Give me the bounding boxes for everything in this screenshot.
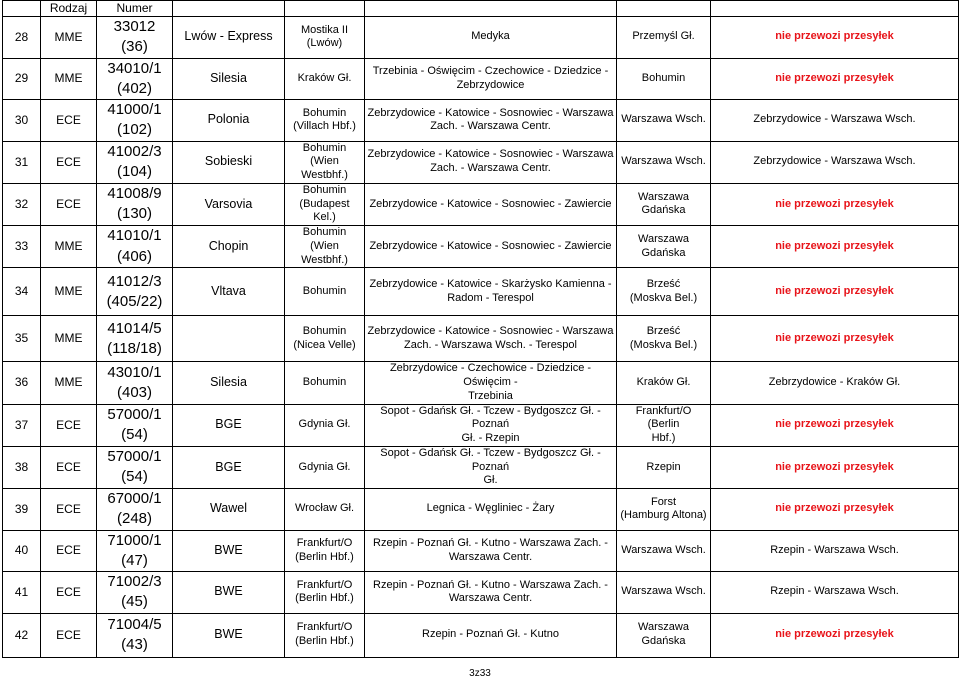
row-number: 37: [3, 404, 41, 446]
header-empty: [617, 1, 711, 17]
train-name: Sobieski: [173, 141, 285, 183]
train-category: ECE: [41, 613, 97, 657]
train-category: ECE: [41, 183, 97, 225]
destination-station: Kraków Gł.: [617, 362, 711, 404]
parcel-service: nie przewozi przesyłek: [711, 446, 959, 488]
row-number: 35: [3, 316, 41, 362]
train-category: MME: [41, 362, 97, 404]
origin-station: Mostika II (Lwów): [285, 17, 365, 59]
row-number: 30: [3, 100, 41, 142]
header-empty: [365, 1, 617, 17]
origin-station: Kraków Gł.: [285, 58, 365, 100]
header-number: Numer: [97, 1, 173, 17]
table-row: [3, 316, 959, 362]
train-category: MME: [41, 316, 97, 362]
train-name: BGE: [173, 446, 285, 488]
parcel-service: nie przewozi przesyłek: [711, 613, 959, 657]
parcel-service: nie przewozi przesyłek: [711, 404, 959, 446]
train-number: 67000/1 (248): [97, 489, 173, 531]
train-number: 41012/3 (405/22): [97, 268, 173, 316]
train-table: [2, 0, 959, 658]
train-number: 41008/9 (130): [97, 183, 173, 225]
train-name: BWE: [173, 572, 285, 614]
train-number: 57000/1 (54): [97, 404, 173, 446]
table-row: [3, 17, 959, 59]
origin-station: Wrocław Gł.: [285, 489, 365, 531]
origin-station: Bohumin (Wien Westbhf.): [285, 141, 365, 183]
destination-station: Warszawa Wsch.: [617, 530, 711, 572]
destination-station: Warszawa Wsch.: [617, 100, 711, 142]
train-number: 41010/1 (406): [97, 226, 173, 268]
train-category: MME: [41, 226, 97, 268]
train-number: 57000/1 (54): [97, 446, 173, 488]
parcel-service: nie przewozi przesyłek: [711, 183, 959, 225]
row-number: 32: [3, 183, 41, 225]
route-via: Zebrzydowice - Katowice - Sosnowiec - Warszawa Zach. - Warszawa Centr.: [365, 100, 617, 142]
train-number: 71000/1 (47): [97, 530, 173, 572]
origin-station: Bohumin (Villach Hbf.): [285, 100, 365, 142]
train-number: 34010/1 (402): [97, 58, 173, 100]
route-via: Rzepin - Poznań Gł. - Kutno: [365, 613, 617, 657]
table-header-row: [3, 1, 959, 17]
parcel-service: Zebrzydowice - Warszawa Wsch.: [711, 141, 959, 183]
origin-station: Bohumin: [285, 268, 365, 316]
destination-station: Brześć (Moskva Bel.): [617, 268, 711, 316]
destination-station: Bohumin: [617, 58, 711, 100]
destination-station: Frankfurt/O (Berlin Hbf.): [617, 404, 711, 446]
origin-station: Frankfurt/O (Berlin Hbf.): [285, 572, 365, 614]
train-category: ECE: [41, 530, 97, 572]
parcel-service: nie przewozi przesyłek: [711, 316, 959, 362]
origin-station: Frankfurt/O (Berlin Hbf.): [285, 613, 365, 657]
train-category: ECE: [41, 489, 97, 531]
destination-station: Warszawa Wsch.: [617, 141, 711, 183]
route-via: Legnica - Węgliniec - Żary: [365, 489, 617, 531]
route-via: Medyka: [365, 17, 617, 59]
header-empty: [711, 1, 959, 17]
train-name: Silesia: [173, 58, 285, 100]
parcel-service: nie przewozi przesyłek: [711, 17, 959, 59]
train-name: BWE: [173, 530, 285, 572]
row-number: 33: [3, 226, 41, 268]
train-name: BGE: [173, 404, 285, 446]
destination-station: Forst (Hamburg Altona): [617, 489, 711, 531]
train-number: 41000/1 (102): [97, 100, 173, 142]
destination-station: Warszawa Gdańska: [617, 183, 711, 225]
route-via: Trzebinia - Oświęcim - Czechowice - Dziedzice - Zebrzydowice: [365, 58, 617, 100]
train-number: 71004/5 (43): [97, 613, 173, 657]
train-name: Silesia: [173, 362, 285, 404]
origin-station: Bohumin (Budapest Kel.): [285, 183, 365, 225]
train-name: [173, 316, 285, 362]
table-row: [3, 183, 959, 225]
table-row: [3, 489, 959, 531]
parcel-service: nie przewozi przesyłek: [711, 226, 959, 268]
row-number: 34: [3, 268, 41, 316]
table-row: [3, 530, 959, 572]
row-number: 42: [3, 613, 41, 657]
row-number: 31: [3, 141, 41, 183]
train-name: Polonia: [173, 100, 285, 142]
table-row: [3, 362, 959, 404]
table-row: [3, 404, 959, 446]
train-category: MME: [41, 58, 97, 100]
table-row: [3, 613, 959, 657]
train-category: ECE: [41, 572, 97, 614]
page-number: 3z33: [469, 668, 491, 679]
header-category: Rodzaj: [41, 1, 97, 17]
row-number: 39: [3, 489, 41, 531]
route-via: Sopot - Gdańsk Gł. - Tczew - Bydgoszcz Gł. - Poznań Gł. - Rzepin: [365, 404, 617, 446]
row-number: 28: [3, 17, 41, 59]
train-number: 41002/3 (104): [97, 141, 173, 183]
parcel-service: nie przewozi przesyłek: [711, 489, 959, 531]
train-number: 33012 (36): [97, 17, 173, 59]
train-name: Chopin: [173, 226, 285, 268]
row-number: 36: [3, 362, 41, 404]
route-via: Zebrzydowice - Katowice - Sosnowiec - Warszawa Zach. - Warszawa Wsch. - Terespol: [365, 316, 617, 362]
origin-station: Bohumin (Wien Westbhf.): [285, 226, 365, 268]
table-row: [3, 58, 959, 100]
train-name: BWE: [173, 613, 285, 657]
train-number: 43010/1 (403): [97, 362, 173, 404]
train-category: ECE: [41, 100, 97, 142]
row-number: 41: [3, 572, 41, 614]
parcel-service: Rzepin - Warszawa Wsch.: [711, 530, 959, 572]
row-number: 40: [3, 530, 41, 572]
origin-station: Bohumin: [285, 362, 365, 404]
origin-station: Bohumin (Nicea Velle): [285, 316, 365, 362]
train-name: Lwów - Express: [173, 17, 285, 59]
table-row: [3, 141, 959, 183]
origin-station: Gdynia Gł.: [285, 446, 365, 488]
destination-station: Rzepin: [617, 446, 711, 488]
route-via: Zebrzydowice - Katowice - Sosnowiec - Zawiercie: [365, 226, 617, 268]
train-category: ECE: [41, 404, 97, 446]
route-via: Zebrzydowice - Czechowice - Dziedzice - Oświęcim - Trzebinia: [365, 362, 617, 404]
train-category: ECE: [41, 141, 97, 183]
origin-station: Gdynia Gł.: [285, 404, 365, 446]
destination-station: Brześć (Moskva Bel.): [617, 316, 711, 362]
header-empty: [285, 1, 365, 17]
row-number: 38: [3, 446, 41, 488]
train-name: Wawel: [173, 489, 285, 531]
train-table-body: [3, 1, 959, 658]
train-category: MME: [41, 268, 97, 316]
parcel-service: Zebrzydowice - Kraków Gł.: [711, 362, 959, 404]
train-name: Vltava: [173, 268, 285, 316]
parcel-service: Rzepin - Warszawa Wsch.: [711, 572, 959, 614]
route-via: Sopot - Gdańsk Gł. - Tczew - Bydgoszcz Gł. - Poznań Gł.: [365, 446, 617, 488]
route-via: Zebrzydowice - Katowice - Skarżysko Kamienna - Radom - Terespol: [365, 268, 617, 316]
train-category: ECE: [41, 446, 97, 488]
table-row: [3, 226, 959, 268]
origin-station: Frankfurt/O (Berlin Hbf.): [285, 530, 365, 572]
destination-station: Warszawa Wsch.: [617, 572, 711, 614]
route-via: Rzepin - Poznań Gł. - Kutno - Warszawa Zach. - Warszawa Centr.: [365, 572, 617, 614]
train-number: 71002/3 (45): [97, 572, 173, 614]
header-no: [3, 1, 41, 17]
table-row: [3, 572, 959, 614]
table-row: [3, 268, 959, 316]
row-number: 29: [3, 58, 41, 100]
parcel-service: nie przewozi przesyłek: [711, 268, 959, 316]
parcel-service: Zebrzydowice - Warszawa Wsch.: [711, 100, 959, 142]
route-via: Rzepin - Poznań Gł. - Kutno - Warszawa Zach. - Warszawa Centr.: [365, 530, 617, 572]
destination-station: Przemyśl Gł.: [617, 17, 711, 59]
header-empty: [173, 1, 285, 17]
destination-station: Warszawa Gdańska: [617, 226, 711, 268]
parcel-service: nie przewozi przesyłek: [711, 58, 959, 100]
route-via: Zebrzydowice - Katowice - Sosnowiec - Warszawa Zach. - Warszawa Centr.: [365, 141, 617, 183]
table-row: [3, 446, 959, 488]
destination-station: Warszawa Gdańska: [617, 613, 711, 657]
train-name: Varsovia: [173, 183, 285, 225]
table-row: [3, 100, 959, 142]
train-number: 41014/5 (118/18): [97, 316, 173, 362]
train-category: MME: [41, 17, 97, 59]
route-via: Zebrzydowice - Katowice - Sosnowiec - Zawiercie: [365, 183, 617, 225]
